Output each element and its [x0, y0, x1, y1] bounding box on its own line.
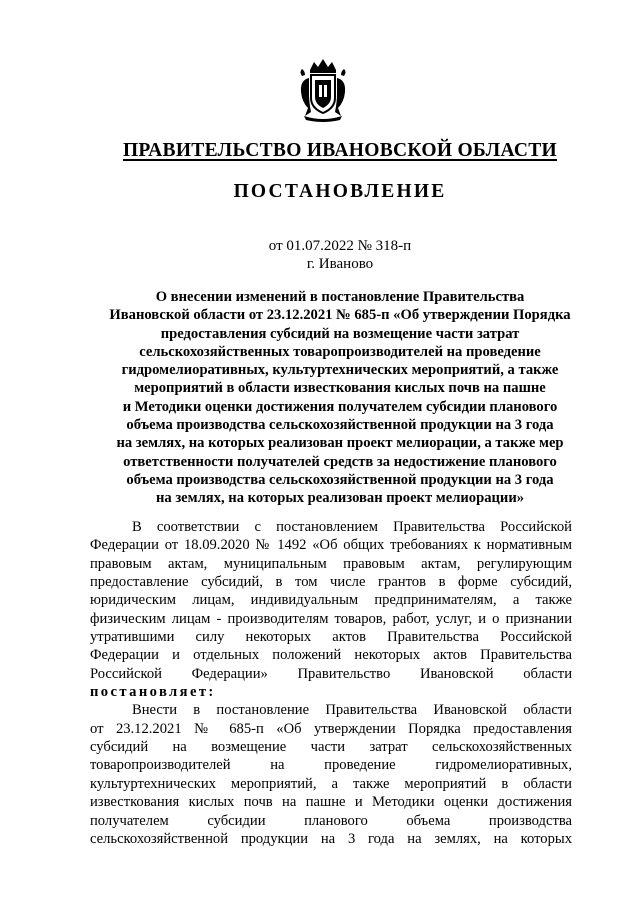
subject-line: Ивановской области от 23.12.2021 № 685-п «Об утверждении Порядка [109, 307, 571, 324]
decree-line: известкования кислых почв на пашне и Методики оценки достижения [90, 794, 572, 811]
resolves-line [90, 683, 572, 701]
document-subject [60, 288, 620, 508]
preamble-line: Федерации от 18.09.2020 № 1492 «Об общих требованиях к нормативным [90, 537, 572, 554]
subject-line: на землях, на которых реализован проект мелиорации» [155, 490, 525, 507]
preamble-line: утратившими силу некоторых актов Правительства Российской [90, 629, 572, 646]
coat-of-arms-icon [296, 58, 350, 122]
decree-line: товаропроизводителей на проведение гидромелиоративных, [90, 757, 572, 774]
government-title: ПРАВИТЕЛЬСТВО ИВАНОВСКОЙ ОБЛАСТИ [122, 140, 558, 161]
preamble-line: правовым актам, муниципальным правовым актам, регулирующим [90, 555, 572, 572]
resolves-word: постановляет: [90, 684, 216, 701]
document-date-number: от 01.07.2022 № 318-п [268, 238, 412, 254]
preamble-line: В соответствии с постановлением Правительства Российской [132, 519, 572, 535]
subject-line: объема производства сельскохозяйственной продукции на 3 года [126, 471, 554, 488]
preamble-line: физическим лицам - производителям товаров, работ, услуг, и о признании [90, 610, 572, 627]
subject-line: и Методики оценки достижения получателем субсидии планового [122, 398, 558, 415]
subject-line: объема производства сельскохозяйственной продукции на 3 года [126, 417, 554, 434]
subject-line: О внесении изменений в постановление Правительства [155, 289, 525, 305]
decree-line: субсидий на возмещение части затрат сельскохозяйственных [90, 739, 572, 756]
preamble-line: предоставление субсидий, в том числе грантов в форме субсидий, [90, 574, 572, 591]
subject-line: предоставления субсидий на возмещение части затрат [160, 325, 520, 342]
preamble-line: юридическим лицам, индивидуальным предпринимателям, а также [90, 592, 572, 609]
decree-line: от 23.12.2021 № 685-п «Об утверждении Порядка предоставления [90, 720, 572, 737]
subject-line: сельскохозяйственных товаропроизводителей на проведение [139, 343, 541, 360]
decree-line: получателем субсидии планового объема производства [90, 812, 572, 829]
decree-line: сельскохозяйственной продукции на 3 года на землях, на которых [90, 830, 572, 847]
document-city: г. Иваново [306, 256, 374, 272]
document-type: ПОСТАНОВЛЕНИЕ [233, 181, 447, 202]
preamble-line: Федерации и отдельных положений некоторых актов Правительства [90, 647, 572, 664]
subject-line: мероприятий в области известкования кислых почв на пашне [134, 380, 546, 397]
decree-line: Внести в постановление Правительства Ивановской области [132, 702, 572, 719]
preamble-line: Российской Федерации» Правительство Ивановской области [90, 665, 572, 682]
decree-line: культуртехнических мероприятий, а также мероприятий в области [90, 775, 572, 792]
document-body [90, 518, 572, 848]
subject-line: на землях, на которых реализован проект мелиорации, а также мер [116, 435, 564, 452]
subject-line: гидромелиоративных, культуртехнических мероприятий, а также [121, 362, 559, 379]
subject-line: ответственности получателей средств за недостижение планового [123, 453, 557, 470]
